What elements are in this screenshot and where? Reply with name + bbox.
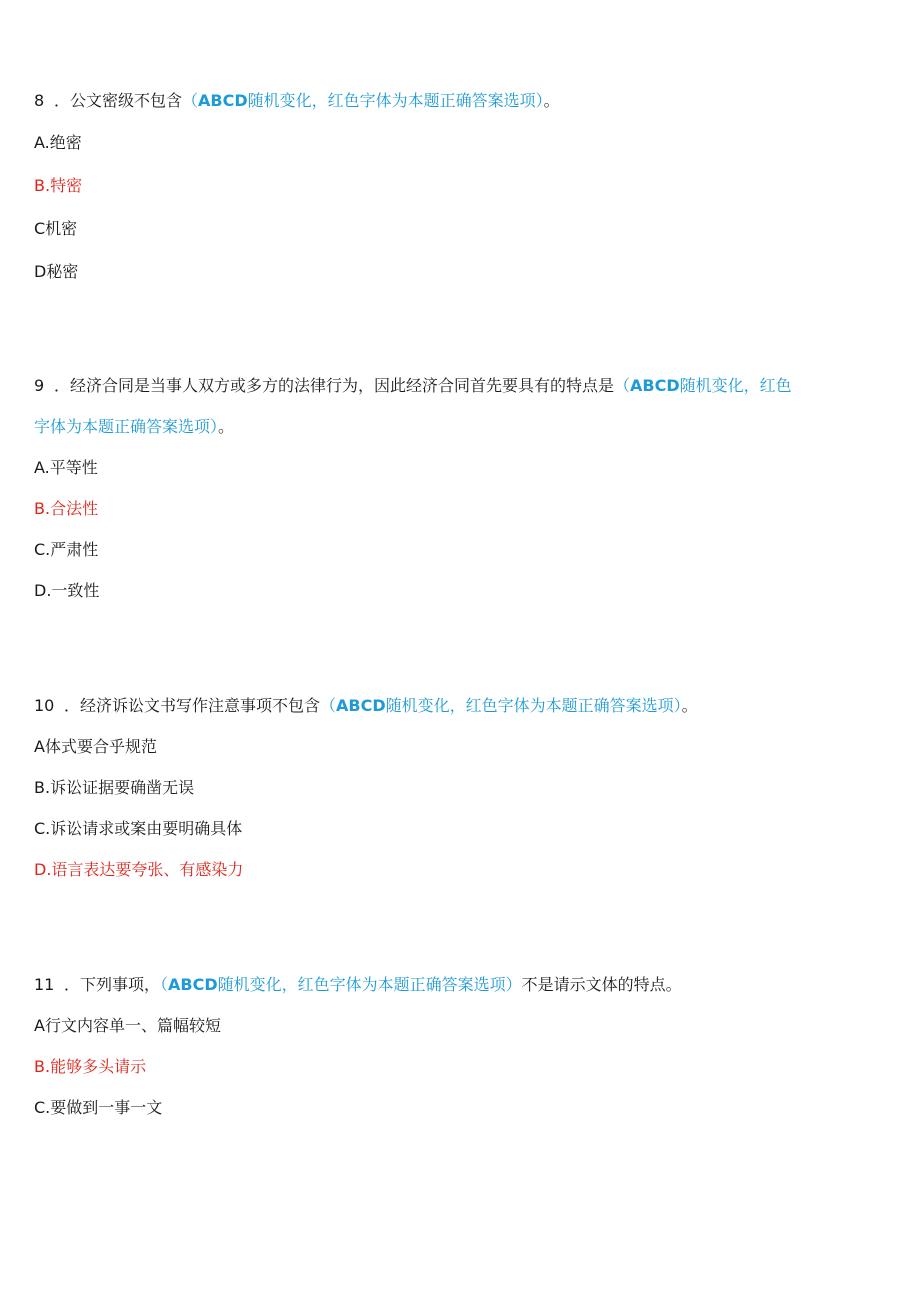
- stem-text: ．经济诉讼文书写作注意事项不包含: [64, 696, 321, 715]
- option-b-correct: B.特密: [34, 176, 83, 195]
- question-number: 8: [34, 91, 45, 110]
- question-stem: [34, 80, 834, 121]
- option-b: B.诉讼证据要确凿无误: [34, 778, 195, 797]
- question-stem: [34, 964, 834, 1005]
- answer-hint: （ABCD随机变化，红色字体为本题正确答案选项）: [160, 975, 522, 994]
- stem-text: ．公文密级不包含: [54, 91, 183, 110]
- option-a: A体式要合乎规范: [34, 737, 157, 756]
- answer-hint-continued: 字体为本题正确答案选项）: [34, 417, 219, 436]
- question-stem: [34, 365, 834, 406]
- question-8: [34, 80, 834, 293]
- option-d: D.一致性: [34, 581, 100, 600]
- question-stem-continued: [34, 406, 834, 447]
- option-a: A行文内容单一、篇幅较短: [34, 1016, 221, 1035]
- stem-text: ．下列事项，: [64, 975, 161, 994]
- option-d: D秘密: [34, 262, 79, 281]
- stem-end: 不是请示文体的特点。: [521, 975, 682, 994]
- stem-end: 。: [543, 91, 560, 110]
- stem-end: 。: [681, 696, 698, 715]
- option-b-correct: B.能够多头请示: [34, 1057, 147, 1076]
- option-c: C机密: [34, 219, 78, 238]
- question-11: [34, 964, 834, 1128]
- question-number: 11: [34, 975, 55, 994]
- question-10: [34, 685, 834, 890]
- question-number: 9: [34, 376, 45, 395]
- option-c: C.要做到一事一文: [34, 1098, 163, 1117]
- question-9: [34, 365, 834, 611]
- question-stem: [34, 685, 834, 726]
- option-a: A.绝密: [34, 133, 82, 152]
- answer-hint: （ABCD随机变化，红色字体为本题正确答案选项）: [182, 91, 544, 110]
- answer-hint: （ABCD随机变化，红色字体为本题正确答案选项）: [320, 696, 682, 715]
- question-number: 10: [34, 696, 55, 715]
- option-d-correct: D.语言表达要夸张、有感染力: [34, 860, 244, 879]
- option-a: A.平等性: [34, 458, 98, 477]
- stem-end: 。: [218, 417, 235, 436]
- option-c: C.诉讼请求或案由要明确具体: [34, 819, 243, 838]
- option-c: C.严肃性: [34, 540, 99, 559]
- answer-hint: （ABCD随机变化，红色: [614, 376, 792, 395]
- option-b-correct: B.合法性: [34, 499, 99, 518]
- stem-text: ．经济合同是当事人双方或多方的法律行为，因此经济合同首先要具有的特点是: [54, 376, 615, 395]
